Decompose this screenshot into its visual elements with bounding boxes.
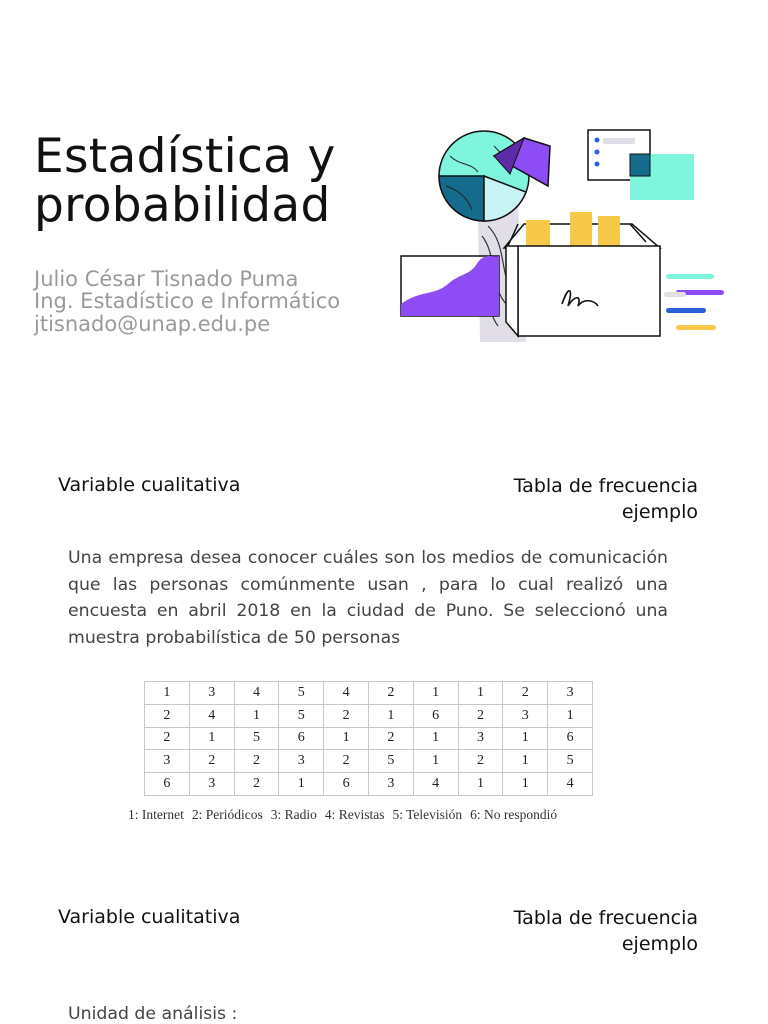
table-cell: 6 [413, 704, 458, 727]
table-cell: 1 [413, 750, 458, 773]
legend-item: 1: Internet [128, 807, 184, 822]
table-cell: 6 [548, 727, 593, 750]
section-header-right-line1: Tabla de frecuencia [513, 475, 698, 497]
section-header-left-2: Variable cualitativa [58, 906, 241, 928]
section-header-right [514, 473, 698, 525]
presentation-title [34, 129, 414, 233]
data-analytics-illustration [398, 126, 728, 342]
table-cell: 2 [503, 682, 548, 705]
legend-item: 6: No respondió [470, 807, 558, 822]
table-row [145, 750, 593, 773]
table-cell: 1 [413, 682, 458, 705]
table-row [145, 773, 593, 796]
legend-item: 2: Periódicos [191, 807, 263, 822]
table-cell: 2 [458, 750, 503, 773]
table-cell: 1 [324, 727, 369, 750]
table-cell: 3 [145, 750, 190, 773]
table-cell: 3 [503, 704, 548, 727]
table-cell: 2 [234, 773, 279, 796]
table-cell: 3 [548, 682, 593, 705]
table-cell: 6 [324, 773, 369, 796]
table-cell: 2 [324, 704, 369, 727]
table-cell: 1 [189, 727, 234, 750]
section-header-right-line2: ejemplo [621, 501, 698, 523]
section-header-right-2 [514, 905, 698, 957]
table-cell: 3 [368, 773, 413, 796]
table-cell: 2 [368, 682, 413, 705]
section-header-right-2-line1: Tabla de frecuencia [513, 907, 698, 929]
table-cell: 1 [548, 704, 593, 727]
section-header-right-2-line2: ejemplo [621, 933, 698, 955]
section-header-left: Variable cualitativa [58, 474, 241, 496]
legend-item: 4: Revistas [324, 807, 385, 822]
table-cell: 1 [503, 750, 548, 773]
survey-data-table [144, 681, 593, 796]
table-cell: 2 [234, 750, 279, 773]
table-cell: 2 [145, 704, 190, 727]
table-cell: 2 [324, 750, 369, 773]
table-cell: 1 [234, 704, 279, 727]
table-legend [128, 807, 565, 823]
table-cell: 1 [458, 773, 503, 796]
table-cell: 1 [503, 773, 548, 796]
legend-item: 3: Radio [270, 807, 317, 822]
author-email: jtisnado@unap.edu.pe [34, 312, 271, 336]
table-cell: 4 [234, 682, 279, 705]
table-cell: 3 [458, 727, 503, 750]
table-cell: 1 [145, 682, 190, 705]
table-row [145, 704, 593, 727]
table-cell: 4 [189, 704, 234, 727]
table-cell: 3 [189, 773, 234, 796]
table-cell: 6 [145, 773, 190, 796]
table-cell: 5 [279, 704, 324, 727]
table-cell: 5 [279, 682, 324, 705]
table-cell: 1 [503, 727, 548, 750]
table-cell: 2 [368, 727, 413, 750]
author-title: Ing. Estadístico e Informático [34, 289, 341, 313]
table-cell: 4 [548, 773, 593, 796]
table-cell: 4 [324, 682, 369, 705]
table-cell: 1 [458, 682, 503, 705]
table-cell: 5 [548, 750, 593, 773]
table-cell: 5 [234, 727, 279, 750]
table-cell: 6 [279, 727, 324, 750]
table-cell: 3 [279, 750, 324, 773]
title-line-1: Estadística y [34, 129, 336, 184]
problem-description: Una empresa desea conocer cuáles son los medios de comunicación que las personas comúnmente usan , para lo cual realizó una encuesta en abril 2018 en la ciudad de Puno. Se seleccionó una muestra probabilística de 50 personas [68, 548, 668, 648]
table-row [145, 682, 593, 705]
table-cell: 5 [368, 750, 413, 773]
table-cell: 1 [368, 704, 413, 727]
table-cell: 2 [145, 727, 190, 750]
table-cell: 3 [189, 682, 234, 705]
unidad-label: Unidad de análisis : [68, 1004, 238, 1024]
title-line-2: probabilidad [34, 178, 331, 233]
table-cell: 2 [458, 704, 503, 727]
table-cell: 4 [413, 773, 458, 796]
table-row [145, 727, 593, 750]
table-cell: 1 [279, 773, 324, 796]
table-cell: 1 [413, 727, 458, 750]
table-cell: 2 [189, 750, 234, 773]
author-name: Julio César Tisnado Puma [34, 267, 299, 291]
legend-item: 5: Televisión [392, 807, 463, 822]
